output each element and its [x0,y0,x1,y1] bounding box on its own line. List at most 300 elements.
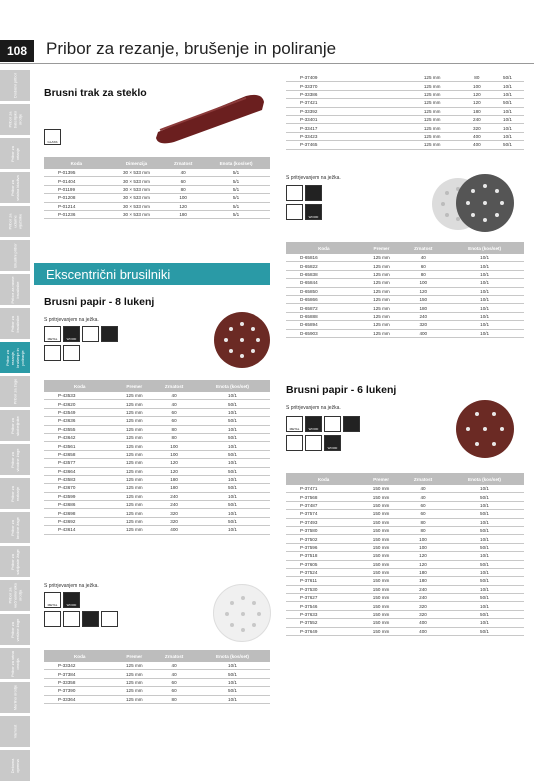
table-cell: 50/1 [445,510,524,518]
sidebar-tab[interactable] [0,104,30,135]
table-cell: 400 [463,132,491,140]
table-cell: 5/1 [202,169,270,177]
table-cell: 120 [463,90,491,98]
table-cell: 80 [401,526,445,534]
table-cell: 10/1 [445,568,524,576]
table-cell: P-43636 [44,417,115,425]
sidebar-tab[interactable] [0,376,30,407]
table-cell: 50/1 [195,433,270,441]
table-cell: 400 [153,526,195,534]
right-icons-2 [286,204,322,220]
table-cell: P-43577 [44,459,115,467]
disc-hole [257,612,261,616]
sanding-pattern-icon [324,416,341,432]
table-header-row [44,650,270,662]
column-header: Zrnatost [153,380,195,392]
table-cell: P-37487 [286,501,361,509]
table-cell: 10/1 [491,107,524,115]
sidebar-tab-label: Pribor za brusilnike [10,315,20,332]
table-cell: 320 [463,124,491,132]
table-cell: 150 mm [361,493,401,501]
table-row [286,141,524,149]
table-cell: 50/1 [195,670,270,678]
table-cell: 400 [463,141,491,149]
paint-icon [286,185,303,201]
table-cell: 400 [401,329,445,337]
table-cell: 320 [401,610,445,618]
table-row [44,400,270,408]
table-cell: 150 mm [361,577,401,585]
table-row [44,695,270,703]
disc-hole [230,623,234,627]
sidebar-tab[interactable] [0,138,30,169]
table-row [44,678,270,686]
table-cell: 400 [401,619,445,627]
table-cell: P-01404 [44,177,109,185]
table-header-row [44,380,270,392]
disc-hole [230,601,234,605]
table-cell: P-43670 [44,484,115,492]
table-cell: 240 [153,501,195,509]
table-row [44,492,270,500]
filler-icon [101,611,118,627]
table-cell: 10/1 [195,678,270,686]
table-cell: 100 [401,535,445,543]
table-row [44,425,270,433]
table-cell: D-65844 [286,279,362,287]
sidebar-tab[interactable] [0,512,30,543]
table-cell: 80 [401,270,445,278]
table-row [44,392,270,400]
table-row [286,304,524,312]
sidebar-tab-label: Dodatni pribor [12,72,18,99]
table-cell: 125 mm [115,526,153,534]
table-cell: 5/1 [202,194,270,202]
table-cell: 30 × 533 mm [109,185,165,193]
table-cell: 125 mm [362,287,402,295]
table-cell: D-65894 [286,321,362,329]
table-row [44,210,270,218]
table-cell: 125 mm [115,662,153,670]
column-header: Zrnatost [153,650,195,662]
table-cell: 120 [401,552,445,560]
disc-hole [471,189,475,193]
table-cell: 180 [401,577,445,585]
paint-icon [63,611,80,627]
table-cell: P-33423 [286,132,402,140]
table-cell: 180 [401,568,445,576]
table-cell: 40 [164,169,202,177]
table-cell: 150 mm [361,619,401,627]
metal-icon: METAL [44,592,61,608]
filler-icon [286,204,303,220]
table-cell: 10/1 [491,132,524,140]
sidebar-tab-label: Pribor za rezanje, brušenje in poliranje [5,347,25,368]
disc-hole [471,213,475,217]
sidebar-tab[interactable] [0,648,30,679]
table-cell: P-37421 [286,99,402,107]
table-cell: 150 mm [361,543,401,551]
table-cell: 50/1 [195,517,270,525]
sidebar-tab[interactable] [0,614,30,645]
disc-hole [445,191,449,195]
table-row [286,90,524,98]
table-cell: 10/1 [445,321,524,329]
table-cell: 125 mm [115,492,153,500]
table-cell: 10/1 [195,459,270,467]
table-cell: 125 mm [402,132,463,140]
sidebar-tab[interactable] [0,274,30,305]
sidebar-tab-label: Pribor za vrtna orodja [10,650,20,677]
table-cell: 80 [401,518,445,526]
table-cell: 240 [401,585,445,593]
disc-hole [483,218,487,222]
disc-hole [466,427,470,431]
sidebar-tab-label: Pribor za skobeljnike [10,415,20,436]
table-cell: D-65888 [286,312,362,320]
sanding-pattern-icon [82,326,99,342]
left-icons-1 [44,326,118,342]
table-cell: 180 [401,304,445,312]
table-row [44,467,270,475]
table-row [286,132,524,140]
section-banner: Ekscentrični brusilniki [34,263,270,285]
table-cell: 40 [401,254,445,262]
table-cell: 125 mm [402,90,463,98]
disc-hole [240,354,244,358]
table-cell: 240 [401,594,445,602]
title-divider [0,63,534,64]
filler-icon [305,435,322,451]
table-cell: 10/1 [445,304,524,312]
disc-hole [240,322,244,326]
category-sidebar [0,70,30,784]
table-cell: 125 mm [115,517,153,525]
table-row [44,484,270,492]
table-cell: 125 mm [115,475,153,483]
sidebar-tab[interactable] [0,172,30,203]
table-cell: 50/1 [445,627,524,635]
column-header: Premer [115,650,153,662]
table-cell: 50/1 [445,543,524,551]
table-cell: 10/1 [445,329,524,337]
disc-hole [500,427,504,431]
table-cell: 125 mm [402,141,463,149]
table-cell: 125 mm [115,484,153,492]
column-header: Enota (kos/set) [202,157,270,169]
sidebar-tab[interactable] [0,444,30,475]
sidebar-tab-label: Pribor za baterijsko orodje [7,110,23,129]
table-cell: 125 mm [362,329,402,337]
table-cell: 10/1 [195,392,270,400]
table-cell: P-37552 [286,619,361,627]
table-cell: 120 [153,467,195,475]
table-cell: 50/1 [195,501,270,509]
table-cell: 60 [153,408,195,416]
table-cell: 50/1 [491,99,524,107]
table-cell: 100 [401,279,445,287]
sidebar-tab[interactable] [0,546,30,577]
table-cell: P-37546 [286,602,361,610]
table-cell: 125 mm [115,687,153,695]
table-row [286,254,524,262]
right-table-continued [286,74,524,150]
table-cell: 120 [463,99,491,107]
table-cell: 125 mm [362,321,402,329]
right-icons-3 [286,416,360,432]
table-cell: 50/1 [491,74,524,82]
table-cell: 120 [401,287,445,295]
table-row [286,74,524,82]
table-cell: 50/1 [195,467,270,475]
table-cell: P-33386 [286,90,402,98]
table-row [286,295,524,303]
right-note-2: S pritrjevanjem na ježka. [286,405,341,411]
table-cell: 40 [401,493,445,501]
disc-hole [225,612,229,616]
table-cell: 80 [153,695,195,703]
metal-icon: METAL [44,326,61,342]
table-cell: 125 mm [362,312,402,320]
table-cell: 10/1 [445,485,524,493]
sidebar-tab[interactable] [0,478,30,509]
table-row [286,526,524,534]
table-cell: 240 [401,312,445,320]
table-cell: 125 mm [402,99,463,107]
table-cell: P-33358 [44,678,115,686]
table-cell: 150 mm [361,518,401,526]
table-row [44,501,270,509]
table-row [44,450,270,458]
sidebar-tab[interactable] [0,682,30,713]
table-cell: 125 mm [362,295,402,303]
table-header-row [44,157,270,169]
table-cell: 30 × 533 mm [109,210,165,218]
table-cell: 10/1 [195,425,270,433]
sidebar-tab[interactable] [0,240,30,271]
table-cell: 125 mm [115,670,153,678]
table-cell: 125 mm [402,124,463,132]
table-cell: 5/1 [202,202,270,210]
column-header: Enota (kos/set) [445,242,524,254]
table-cell: 30 × 533 mm [109,169,165,177]
wood-icon: WOOD [63,326,80,342]
table-cell: 10/1 [491,82,524,90]
disc-hole [441,202,445,206]
table-cell: 125 mm [402,74,463,82]
right-section-title: Brusni papir - 6 lukenj [286,384,397,396]
disc-hole [492,442,496,446]
sanding-disc-red-8-holes [214,312,270,368]
column-header: Premer [115,380,153,392]
table-cell: 5/1 [202,177,270,185]
table-row [44,202,270,210]
sidebar-tab[interactable] [0,70,30,101]
sidebar-tab[interactable] [0,716,30,747]
sidebar-tab-label: Pribor za krožne žage [10,516,20,539]
table-cell: 10/1 [195,475,270,483]
table-cell: D-65872 [286,304,362,312]
table-cell: P-33370 [286,82,402,90]
table-cell: 125 mm [115,695,153,703]
table-cell: 320 [401,602,445,610]
disc-hole [483,184,487,188]
table-cell: 150 mm [361,602,401,610]
table-cell: 150 mm [361,610,401,618]
table-cell: 125 mm [115,459,153,467]
sidebar-tab-label: Pribor za sabljaste žage [10,548,20,575]
table-cell: 150 mm [361,526,401,534]
page-title: Pribor za rezanje, brušenje in poliranje [46,39,337,58]
table-cell: 100 [401,543,445,551]
table-cell: P-33417 [286,124,402,132]
table-cell: 50/1 [445,610,524,618]
table-cell: 120 [153,459,195,467]
table-cell: 320 [153,517,195,525]
table-cell: 10/1 [445,501,524,509]
sidebar-tab[interactable] [0,580,30,611]
disc-hole [251,327,255,331]
table-cell: 50/1 [195,417,270,425]
table-row [286,262,524,270]
table-cell: 60 [153,687,195,695]
disc-hole [495,213,499,217]
table-row [44,194,270,202]
table-cell: 50/1 [445,577,524,585]
table-cell: 10/1 [445,262,524,270]
sidebar-tab[interactable] [0,342,30,373]
table-cell: 10/1 [491,90,524,98]
sidebar-tab-label: Varnost [12,724,18,739]
table-cell: 40 [153,400,195,408]
table-header-row [286,473,524,485]
sidebar-tab[interactable] [0,206,30,237]
page-number: 108 [0,40,34,62]
disc-hole [241,596,245,600]
table-cell: P-01199 [44,185,109,193]
right-icons-1 [286,185,322,201]
table-cell: P-43658 [44,450,115,458]
table-cell: 150 mm [361,594,401,602]
table-cell: 10/1 [445,287,524,295]
table-cell: 10/1 [445,585,524,593]
table-cell: 240 [463,115,491,123]
table-cell: 125 mm [362,279,402,287]
table-cell: P-43555 [44,425,115,433]
table-row [286,602,524,610]
disc-hole [445,213,449,217]
table-cell: P-01236 [44,210,109,218]
disc-hole [483,201,487,205]
table-cell: P-43583 [44,475,115,483]
table-cell: P-37502 [286,535,361,543]
table-row [286,124,524,132]
table-cell: 100 [164,194,202,202]
table-cell: 10/1 [445,254,524,262]
table-cell: P-37524 [286,568,361,576]
table-cell: 50/1 [195,484,270,492]
paint-icon [44,345,61,361]
sidebar-tab-label: Pribor za udarne vijačnike [7,213,23,230]
right-table-3 [286,473,524,636]
table-cell: 50/1 [491,141,524,149]
sidebar-tab[interactable] [0,410,30,441]
wood-icon: WOOD [305,204,322,220]
table-cell: P-37633 [286,610,361,618]
table-cell: 100 [463,82,491,90]
table-cell: D-65838 [286,270,362,278]
table-row [44,670,270,678]
table-cell: 150 mm [361,568,401,576]
table-row [286,568,524,576]
table-row [286,627,524,635]
right-icons-4 [286,435,341,451]
table-row [286,560,524,568]
table-cell: 150 mm [361,627,401,635]
sidebar-tab[interactable] [0,308,30,339]
table-cell: 50/1 [445,560,524,568]
table-row [286,485,524,493]
left-note-2: S pritrjevanjem na ježka. [44,583,99,589]
table-cell: P-37409 [286,74,402,82]
column-header: Enota (kos/set) [445,473,524,485]
table-row [286,99,524,107]
table-row [286,321,524,329]
table-row [44,662,270,670]
table-row [286,619,524,627]
table-cell: P-01214 [44,202,109,210]
disc-hole [252,601,256,605]
table-row [44,442,270,450]
left-table-1 [44,380,270,535]
table-cell: 180 [153,484,195,492]
column-header: Koda [286,473,361,485]
sidebar-tab-label: Pribor za verižne žage [10,618,20,641]
sanding-disc-white-8-holes [213,584,271,642]
table-cell: D-65866 [286,295,362,303]
table-cell: P-43692 [44,517,115,525]
table-cell: 50/1 [445,526,524,534]
disc-hole [475,412,479,416]
table-cell: 125 mm [115,400,153,408]
table-cell: 120 [164,202,202,210]
table-cell: 125 mm [115,425,153,433]
column-header: Premer [362,242,402,254]
table-cell: 125 mm [362,270,402,278]
table-row [286,577,524,585]
table-cell: 125 mm [115,509,153,517]
table-cell: 125 mm [115,392,153,400]
paint-icon [286,435,303,451]
table-cell: 50/1 [445,493,524,501]
table-cell: D-65850 [286,287,362,295]
left-note-1: S pritrjevanjem na ježka. [44,317,99,323]
table-row [286,552,524,560]
table-row [286,279,524,287]
table-row [286,287,524,295]
column-header: Koda [44,380,115,392]
table-cell: 10/1 [445,279,524,287]
sidebar-tab-label: Delovna oprema [10,758,20,773]
table-cell: D-65822 [286,262,362,270]
column-header: Koda [286,242,362,254]
table-row [44,433,270,441]
table-cell: 50/1 [195,450,270,458]
table-cell: 10/1 [445,619,524,627]
sanding-belt-image [150,88,268,146]
table-header-row [286,242,524,254]
table-cell: 60 [153,678,195,686]
